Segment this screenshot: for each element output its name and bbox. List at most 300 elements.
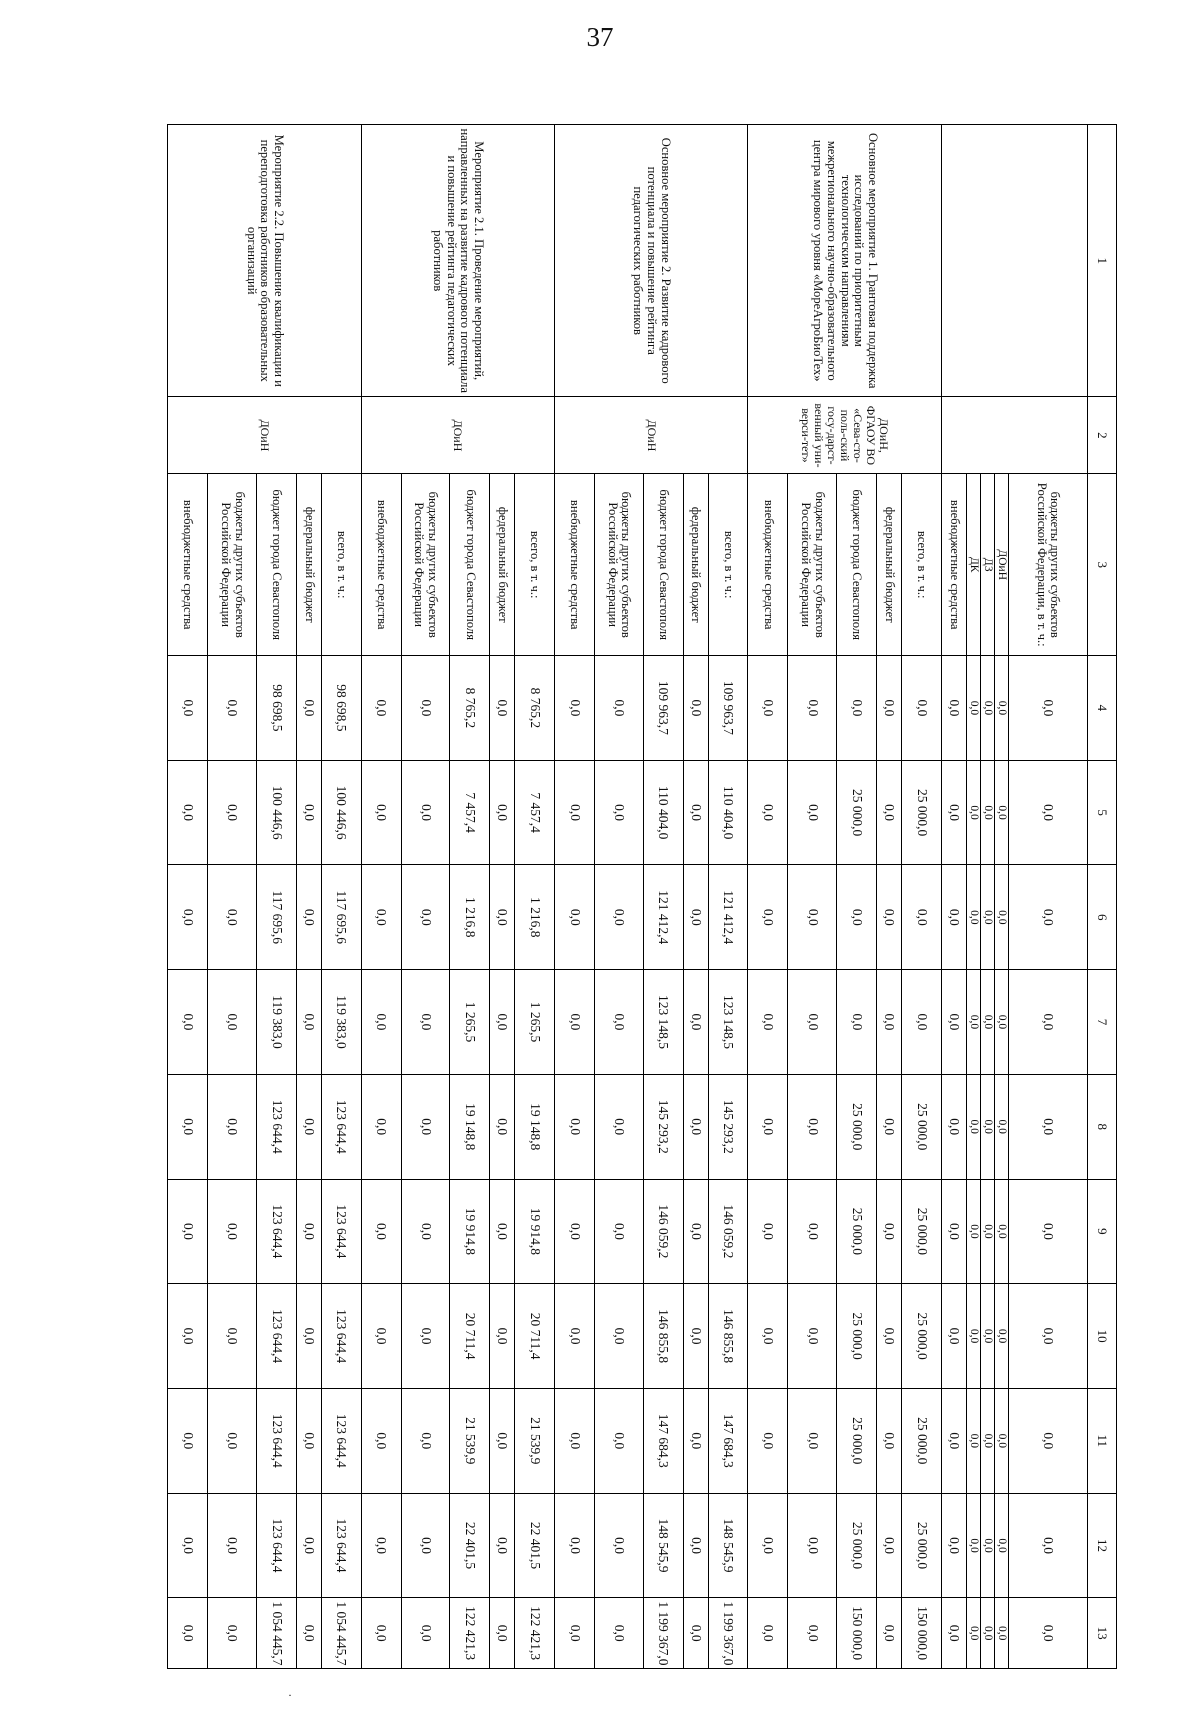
value-cell: 0,0 <box>748 1388 788 1493</box>
value-cell: 0,0 <box>1008 1284 1087 1389</box>
value-cell: 0,0 <box>748 1074 788 1179</box>
value-cell: 19 148,8 <box>515 1074 555 1179</box>
value-cell: 20 711,4 <box>515 1284 555 1389</box>
source-cell: бюджеты других субъектов Российской Федерации <box>788 474 837 656</box>
value-cell: 110 404,0 <box>643 760 683 865</box>
value-cell: 0,0 <box>877 1598 902 1669</box>
value-cell: 0,0 <box>208 1179 257 1284</box>
column-header: 5 <box>1087 760 1116 865</box>
value-cell: 146 855,8 <box>643 1284 683 1389</box>
value-cell: 1 216,8 <box>515 865 555 970</box>
value-cell: 0,0 <box>877 760 902 865</box>
column-header: 7 <box>1087 970 1116 1075</box>
column-header: 6 <box>1087 865 1116 970</box>
value-cell: 0,0 <box>994 656 1008 761</box>
value-cell: 25 000,0 <box>837 1074 877 1179</box>
value-cell: 0,0 <box>595 1493 644 1598</box>
value-cell: 0,0 <box>595 656 644 761</box>
source-cell: бюджеты других субъектов Российской Федерации <box>595 474 644 656</box>
value-cell: 0,0 <box>788 865 837 970</box>
value-cell: 0,0 <box>941 865 966 970</box>
value-cell: 0,0 <box>683 1284 708 1389</box>
value-cell: 0,0 <box>994 865 1008 970</box>
value-cell: 0,0 <box>683 1598 708 1669</box>
value-cell: 123 644,4 <box>321 1388 361 1493</box>
column-header: 4 <box>1087 656 1116 761</box>
value-cell: 0,0 <box>555 1284 595 1389</box>
value-cell: 1 216,8 <box>450 865 490 970</box>
source-cell: внебюджетные средства <box>555 474 595 656</box>
source-cell: бюджет города Севастополя <box>450 474 490 656</box>
value-cell: 0,0 <box>296 1493 321 1598</box>
value-cell: 0,0 <box>683 970 708 1075</box>
value-cell: 25 000,0 <box>901 1074 941 1179</box>
value-cell: 1 054 445,7 <box>256 1598 296 1669</box>
value-cell: 0,0 <box>595 1388 644 1493</box>
value-cell: 0,0 <box>168 865 208 970</box>
value-cell: 0,0 <box>748 1493 788 1598</box>
value-cell: 145 293,2 <box>643 1074 683 1179</box>
value-cell: 121 412,4 <box>708 865 748 970</box>
value-cell: 0,0 <box>980 1179 994 1284</box>
value-cell: 0,0 <box>788 1284 837 1389</box>
source-cell: ДЗ <box>980 474 994 656</box>
value-cell: 0,0 <box>361 656 401 761</box>
value-cell: 145 293,2 <box>708 1074 748 1179</box>
value-cell: 0,0 <box>877 1493 902 1598</box>
value-cell: 146 855,8 <box>708 1284 748 1389</box>
value-cell: 148 545,9 <box>643 1493 683 1598</box>
value-cell: 0,0 <box>555 656 595 761</box>
value-cell: 0,0 <box>296 1074 321 1179</box>
value-cell: 0,0 <box>595 1598 644 1669</box>
value-cell: 0,0 <box>168 970 208 1075</box>
value-cell: 0,0 <box>361 1598 401 1669</box>
value-cell: 0,0 <box>901 865 941 970</box>
source-cell: внебюджетные средства <box>168 474 208 656</box>
value-cell: 0,0 <box>168 1598 208 1669</box>
value-cell: 0,0 <box>595 1284 644 1389</box>
value-cell: 0,0 <box>966 1388 980 1493</box>
value-cell: 123 644,4 <box>256 1284 296 1389</box>
value-cell: 0,0 <box>748 1284 788 1389</box>
value-cell: 0,0 <box>296 1598 321 1669</box>
value-cell: 0,0 <box>1008 1179 1087 1284</box>
value-cell: 0,0 <box>966 1598 980 1669</box>
value-cell: 0,0 <box>490 1284 515 1389</box>
value-cell: 0,0 <box>683 1179 708 1284</box>
value-cell: 0,0 <box>296 1284 321 1389</box>
value-cell: 21 539,9 <box>450 1388 490 1493</box>
value-cell: 0,0 <box>901 970 941 1075</box>
table-row <box>901 125 941 1669</box>
value-cell: 0,0 <box>555 1388 595 1493</box>
table-row <box>708 125 748 1669</box>
value-cell: 0,0 <box>401 970 450 1075</box>
value-cell: 0,0 <box>296 656 321 761</box>
column-header: 10 <box>1087 1284 1116 1389</box>
executor-cell-continued <box>941 397 1087 474</box>
value-cell: 0,0 <box>941 760 966 865</box>
value-cell: 0,0 <box>941 656 966 761</box>
value-cell: 0,0 <box>788 970 837 1075</box>
value-cell: 150 000,0 <box>901 1598 941 1669</box>
executor-cell: ДОиН <box>361 397 554 474</box>
value-cell: 0,0 <box>980 656 994 761</box>
value-cell: 109 963,7 <box>643 656 683 761</box>
value-cell: 0,0 <box>966 656 980 761</box>
value-cell: 0,0 <box>877 656 902 761</box>
value-cell: 0,0 <box>1008 760 1087 865</box>
value-cell: 98 698,5 <box>256 656 296 761</box>
value-cell: 0,0 <box>941 1179 966 1284</box>
value-cell: 0,0 <box>555 1598 595 1669</box>
value-cell: 0,0 <box>490 1074 515 1179</box>
source-cell: бюджет города Севастополя <box>643 474 683 656</box>
value-cell: 0,0 <box>296 865 321 970</box>
value-cell: 0,0 <box>1008 970 1087 1075</box>
budget-table <box>167 124 1117 1669</box>
value-cell: 0,0 <box>401 1598 450 1669</box>
value-cell: 8 765,2 <box>515 656 555 761</box>
value-cell: 0,0 <box>595 865 644 970</box>
value-cell: 0,0 <box>208 760 257 865</box>
value-cell: 0,0 <box>168 656 208 761</box>
value-cell: 0,0 <box>168 1284 208 1389</box>
value-cell: 0,0 <box>1008 656 1087 761</box>
value-cell: 0,0 <box>837 865 877 970</box>
value-cell: 0,0 <box>748 970 788 1075</box>
value-cell: 0,0 <box>788 1388 837 1493</box>
value-cell: 0,0 <box>361 1284 401 1389</box>
value-cell: 123 148,5 <box>643 970 683 1075</box>
value-cell: 0,0 <box>683 1493 708 1598</box>
value-cell: 0,0 <box>994 970 1008 1075</box>
value-cell: 25 000,0 <box>837 1493 877 1598</box>
source-cell: бюджет города Севастополя <box>837 474 877 656</box>
value-cell: 1 199 367,0 <box>643 1598 683 1669</box>
value-cell: 123 644,4 <box>256 1388 296 1493</box>
value-cell: 0,0 <box>683 760 708 865</box>
value-cell: 0,0 <box>361 1493 401 1598</box>
value-cell: 0,0 <box>168 1074 208 1179</box>
value-cell: 0,0 <box>788 1598 837 1669</box>
value-cell: 0,0 <box>208 970 257 1075</box>
value-cell: 0,0 <box>1008 865 1087 970</box>
value-cell: 0,0 <box>901 656 941 761</box>
value-cell: 117 695,6 <box>321 865 361 970</box>
value-cell: 0,0 <box>877 1388 902 1493</box>
value-cell: 123 148,5 <box>708 970 748 1075</box>
value-cell: 110 404,0 <box>708 760 748 865</box>
value-cell: 147 684,3 <box>708 1388 748 1493</box>
value-cell: 1 199 367,0 <box>708 1598 748 1669</box>
value-cell: 0,0 <box>980 1493 994 1598</box>
value-cell: 1 265,5 <box>515 970 555 1075</box>
value-cell: 0,0 <box>837 656 877 761</box>
table-row <box>321 125 361 1669</box>
value-cell: 0,0 <box>208 656 257 761</box>
source-cell: бюджеты других субъектов Российской Федерации <box>401 474 450 656</box>
value-cell: 123 644,4 <box>321 1493 361 1598</box>
value-cell: 0,0 <box>490 865 515 970</box>
source-cell: ДК <box>966 474 980 656</box>
value-cell: 0,0 <box>168 760 208 865</box>
source-cell: внебюджетные средства <box>361 474 401 656</box>
value-cell: 0,0 <box>966 1074 980 1179</box>
column-header: 9 <box>1087 1179 1116 1284</box>
value-cell: 21 539,9 <box>515 1388 555 1493</box>
source-cell: федеральный бюджет <box>877 474 902 656</box>
value-cell: 0,0 <box>941 1388 966 1493</box>
value-cell: 0,0 <box>555 970 595 1075</box>
value-cell: 100 446,6 <box>256 760 296 865</box>
value-cell: 0,0 <box>994 1598 1008 1669</box>
value-cell: 0,0 <box>941 1598 966 1669</box>
value-cell: 0,0 <box>748 760 788 865</box>
value-cell: 0,0 <box>877 865 902 970</box>
source-cell: внебюджетные средства <box>748 474 788 656</box>
source-cell: всего, в т. ч.: <box>515 474 555 656</box>
value-cell: 123 644,4 <box>256 1179 296 1284</box>
value-cell: 0,0 <box>490 656 515 761</box>
value-cell: 0,0 <box>877 1179 902 1284</box>
value-cell: 25 000,0 <box>901 760 941 865</box>
value-cell: 123 644,4 <box>321 1284 361 1389</box>
value-cell: 0,0 <box>208 1598 257 1669</box>
value-cell: 0,0 <box>296 1388 321 1493</box>
event-cell: Основное мероприятие 2. Развитие кадрового потенциала и повышение рейтинга педагогических работников <box>555 125 748 397</box>
value-cell: 0,0 <box>555 760 595 865</box>
value-cell: 119 383,0 <box>256 970 296 1075</box>
column-header: 12 <box>1087 1493 1116 1598</box>
value-cell: 0,0 <box>994 760 1008 865</box>
value-cell: 0,0 <box>980 1074 994 1179</box>
value-cell: 98 698,5 <box>321 656 361 761</box>
value-cell: 0,0 <box>361 970 401 1075</box>
column-header: 3 <box>1087 474 1116 656</box>
value-cell: 0,0 <box>555 1074 595 1179</box>
value-cell: 0,0 <box>994 1074 1008 1179</box>
value-cell: 0,0 <box>361 760 401 865</box>
value-cell: 25 000,0 <box>837 1388 877 1493</box>
value-cell: 25 000,0 <box>837 1284 877 1389</box>
value-cell: 146 059,2 <box>643 1179 683 1284</box>
table-row <box>1008 125 1087 1669</box>
value-cell: 0,0 <box>168 1388 208 1493</box>
value-cell: 1 265,5 <box>450 970 490 1075</box>
value-cell: 0,0 <box>595 760 644 865</box>
value-cell: 0,0 <box>168 1493 208 1598</box>
value-cell: 0,0 <box>941 970 966 1075</box>
value-cell: 0,0 <box>980 1598 994 1669</box>
value-cell: 0,0 <box>208 1493 257 1598</box>
value-cell: 0,0 <box>788 656 837 761</box>
value-cell: 122 421,3 <box>450 1598 490 1669</box>
value-cell: 0,0 <box>296 1179 321 1284</box>
value-cell: 0,0 <box>490 1179 515 1284</box>
value-cell: 0,0 <box>683 1074 708 1179</box>
value-cell: 0,0 <box>296 970 321 1075</box>
source-cell: федеральный бюджет <box>296 474 321 656</box>
value-cell: 0,0 <box>877 1074 902 1179</box>
value-cell: 0,0 <box>941 1284 966 1389</box>
column-header: 13 <box>1087 1598 1116 1669</box>
value-cell: 0,0 <box>788 1493 837 1598</box>
value-cell: 0,0 <box>980 760 994 865</box>
column-header: 1 <box>1087 125 1116 397</box>
value-cell: 0,0 <box>401 656 450 761</box>
executor-cell: ДОиН <box>168 397 362 474</box>
value-cell: 109 963,7 <box>708 656 748 761</box>
source-cell: всего, в т. ч.: <box>901 474 941 656</box>
value-cell: 19 148,8 <box>450 1074 490 1179</box>
value-cell: 8 765,2 <box>450 656 490 761</box>
value-cell: 0,0 <box>401 1179 450 1284</box>
value-cell: 22 401,5 <box>515 1493 555 1598</box>
value-cell: 0,0 <box>401 1493 450 1598</box>
value-cell: 0,0 <box>1008 1598 1087 1669</box>
value-cell: 146 059,2 <box>708 1179 748 1284</box>
value-cell: 0,0 <box>683 1388 708 1493</box>
value-cell: 0,0 <box>966 1284 980 1389</box>
value-cell: 25 000,0 <box>901 1179 941 1284</box>
column-header: 11 <box>1087 1388 1116 1493</box>
value-cell: 123 644,4 <box>321 1074 361 1179</box>
value-cell: 0,0 <box>966 1493 980 1598</box>
rotated-table-wrapper <box>167 124 1117 1669</box>
value-cell: 0,0 <box>401 1388 450 1493</box>
value-cell: 123 644,4 <box>256 1493 296 1598</box>
value-cell: 121 412,4 <box>643 865 683 970</box>
value-cell: 0,0 <box>361 1388 401 1493</box>
value-cell: 22 401,5 <box>450 1493 490 1598</box>
value-cell: 0,0 <box>490 1598 515 1669</box>
value-cell: 0,0 <box>748 1179 788 1284</box>
source-cell: всего, в т. ч.: <box>708 474 748 656</box>
value-cell: 0,0 <box>941 1493 966 1598</box>
value-cell: 0,0 <box>361 865 401 970</box>
value-cell: 25 000,0 <box>901 1493 941 1598</box>
value-cell: 0,0 <box>980 1284 994 1389</box>
table-body <box>168 125 1117 1669</box>
value-cell: 0,0 <box>361 1179 401 1284</box>
value-cell: 0,0 <box>401 760 450 865</box>
value-cell: 0,0 <box>980 865 994 970</box>
value-cell: 25 000,0 <box>837 760 877 865</box>
value-cell: 0,0 <box>208 1074 257 1179</box>
value-cell: 117 695,6 <box>256 865 296 970</box>
value-cell: 0,0 <box>208 1284 257 1389</box>
value-cell: 25 000,0 <box>901 1284 941 1389</box>
value-cell: 0,0 <box>748 865 788 970</box>
value-cell: 148 545,9 <box>708 1493 748 1598</box>
source-cell: внебюджетные средства <box>941 474 966 656</box>
value-cell: 7 457,4 <box>515 760 555 865</box>
value-cell: 0,0 <box>1008 1493 1087 1598</box>
value-cell: 0,0 <box>994 1388 1008 1493</box>
source-cell: федеральный бюджет <box>490 474 515 656</box>
source-cell: бюджеты других субъектов Российской Федерации, в т. ч.: <box>1008 474 1087 656</box>
value-cell: 0,0 <box>788 1179 837 1284</box>
source-cell: ДОиН <box>994 474 1008 656</box>
value-cell: 0,0 <box>1008 1388 1087 1493</box>
value-cell: 0,0 <box>401 1284 450 1389</box>
value-cell: 19 914,8 <box>450 1179 490 1284</box>
value-cell: 0,0 <box>837 970 877 1075</box>
value-cell: 0,0 <box>966 1179 980 1284</box>
source-cell: всего, в т. ч.: <box>321 474 361 656</box>
value-cell: 0,0 <box>877 1284 902 1389</box>
value-cell: 0,0 <box>595 970 644 1075</box>
value-cell: 20 711,4 <box>450 1284 490 1389</box>
value-cell: 0,0 <box>966 865 980 970</box>
value-cell: 0,0 <box>994 1179 1008 1284</box>
value-cell: 25 000,0 <box>901 1388 941 1493</box>
source-cell: федеральный бюджет <box>683 474 708 656</box>
value-cell: 0,0 <box>490 760 515 865</box>
value-cell: 25 000,0 <box>837 1179 877 1284</box>
value-cell: 0,0 <box>788 760 837 865</box>
column-header: 8 <box>1087 1074 1116 1179</box>
value-cell: 7 457,4 <box>450 760 490 865</box>
value-cell: 0,0 <box>401 865 450 970</box>
column-header: 2 <box>1087 397 1116 474</box>
value-cell: 0,0 <box>877 970 902 1075</box>
source-cell: бюджет города Севастополя <box>256 474 296 656</box>
value-cell: 0,0 <box>748 1598 788 1669</box>
value-cell: 0,0 <box>208 865 257 970</box>
value-cell: 123 644,4 <box>321 1179 361 1284</box>
value-cell: 150 000,0 <box>837 1598 877 1669</box>
value-cell: 0,0 <box>1008 1074 1087 1179</box>
value-cell: 0,0 <box>296 760 321 865</box>
value-cell: 0,0 <box>980 970 994 1075</box>
value-cell: 0,0 <box>168 1179 208 1284</box>
value-cell: 0,0 <box>788 1074 837 1179</box>
value-cell: 0,0 <box>208 1388 257 1493</box>
value-cell: 119 383,0 <box>321 970 361 1075</box>
value-cell: 0,0 <box>994 1284 1008 1389</box>
value-cell: 0,0 <box>966 970 980 1075</box>
event-cell-continued <box>941 125 1087 397</box>
value-cell: 0,0 <box>748 656 788 761</box>
executor-cell: ДОиН, ФГАОУ ВО «Сева-сто-поль-ский госу-дарст-венный уни-верси-тет» <box>748 397 941 474</box>
value-cell: 0,0 <box>361 1074 401 1179</box>
value-cell: 0,0 <box>401 1074 450 1179</box>
event-cell: Мероприятие 2.1. Проведение мероприятий, направленных на развитие кадрового потенциала и повышение рейтинга педагогических работников <box>361 125 554 397</box>
value-cell: 0,0 <box>941 1074 966 1179</box>
value-cell: 0,0 <box>683 656 708 761</box>
value-cell: 0,0 <box>555 1493 595 1598</box>
value-cell: 100 446,6 <box>321 760 361 865</box>
value-cell: 0,0 <box>595 1179 644 1284</box>
executor-cell: ДОиН <box>555 397 748 474</box>
value-cell: 0,0 <box>595 1074 644 1179</box>
stray-mark: · <box>288 1688 292 1702</box>
value-cell: 123 644,4 <box>256 1074 296 1179</box>
header-row <box>1087 125 1116 1669</box>
value-cell: 122 421,3 <box>515 1598 555 1669</box>
value-cell: 0,0 <box>683 865 708 970</box>
value-cell: 1 054 445,7 <box>321 1598 361 1669</box>
value-cell: 0,0 <box>490 1388 515 1493</box>
page-number: 37 <box>586 22 614 52</box>
event-cell: Мероприятие 2.2. Повышение квалификации и переподготовка работников образовательных организаций <box>168 125 362 397</box>
value-cell: 0,0 <box>490 1493 515 1598</box>
value-cell: 0,0 <box>980 1388 994 1493</box>
value-cell: 0,0 <box>555 865 595 970</box>
